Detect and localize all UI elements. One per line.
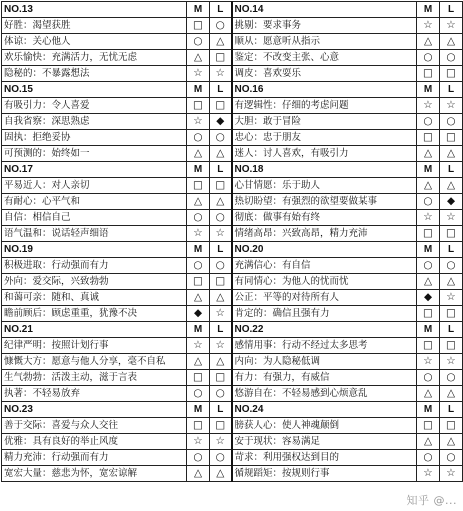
- m-symbol: ☆: [187, 338, 210, 354]
- table-row: [2, 258, 463, 274]
- m-symbol: □: [417, 418, 440, 434]
- question-group-header: [2, 82, 463, 98]
- trait-description: 可预测的：始终如一: [2, 146, 187, 162]
- table-row: [2, 66, 463, 82]
- m-symbol: ○: [417, 114, 440, 130]
- l-symbol: ☆: [210, 226, 232, 242]
- m-symbol: ○: [417, 194, 440, 210]
- l-symbol: ☆: [210, 434, 232, 450]
- table-row: [2, 370, 463, 386]
- m-symbol: △: [417, 178, 440, 194]
- column-header-m: M: [187, 162, 210, 178]
- trait-description: 纪律严明：按照计划行事: [2, 338, 187, 354]
- l-symbol: △: [440, 386, 463, 402]
- column-header-m: M: [187, 322, 210, 338]
- l-symbol: □: [210, 98, 232, 114]
- l-symbol: △: [440, 434, 463, 450]
- group-number: NO.21: [2, 322, 187, 338]
- l-symbol: ☆: [440, 354, 463, 370]
- trait-description: 情绪高昂：兴致高昂，精力充沛: [232, 226, 417, 242]
- m-symbol: ☆: [417, 354, 440, 370]
- m-symbol: ○: [417, 258, 440, 274]
- table-row: [2, 274, 463, 290]
- table-row: [2, 386, 463, 402]
- table-row: [2, 418, 463, 434]
- m-symbol: ○: [187, 386, 210, 402]
- m-symbol: □: [417, 338, 440, 354]
- table-row: [2, 98, 463, 114]
- column-header-m: M: [187, 242, 210, 258]
- m-symbol: △: [187, 50, 210, 66]
- table-row: [2, 306, 463, 322]
- m-symbol: □: [417, 130, 440, 146]
- trait-description: 大胆：敢于冒险: [232, 114, 417, 130]
- m-symbol: ○: [187, 130, 210, 146]
- group-number: NO.13: [2, 2, 187, 18]
- group-number: NO.23: [2, 402, 187, 418]
- trait-description: 苛求：利用强权达到目的: [232, 450, 417, 466]
- group-number: NO.16: [232, 82, 417, 98]
- m-symbol: △: [417, 434, 440, 450]
- m-symbol: □: [187, 418, 210, 434]
- trait-description: 瞻前顾后：顾虑重重，犹豫不决: [2, 306, 187, 322]
- m-symbol: ☆: [417, 98, 440, 114]
- l-symbol: ☆: [440, 18, 463, 34]
- column-header-m: M: [417, 82, 440, 98]
- table-row: [2, 146, 463, 162]
- m-symbol: ○: [417, 450, 440, 466]
- trait-description: 鉴定：不改变主张、心意: [232, 50, 417, 66]
- column-header-m: M: [187, 402, 210, 418]
- trait-description: 充满信心：有自信: [232, 258, 417, 274]
- m-symbol: △: [417, 146, 440, 162]
- l-symbol: △: [210, 194, 232, 210]
- m-symbol: □: [187, 18, 210, 34]
- l-symbol: △: [210, 290, 232, 306]
- trait-description: 热切盼望：有强烈的欲望要做某事: [232, 194, 417, 210]
- column-header-m: M: [417, 2, 440, 18]
- l-symbol: △: [210, 354, 232, 370]
- group-number: NO.15: [2, 82, 187, 98]
- l-symbol: ◆: [210, 114, 232, 130]
- question-group-header: [2, 242, 463, 258]
- column-header-l: L: [210, 2, 232, 18]
- l-symbol: ○: [210, 130, 232, 146]
- trait-description: 挑剔：要求事务: [232, 18, 417, 34]
- trait-description: 有耐心：心平气和: [2, 194, 187, 210]
- table-row: [2, 114, 463, 130]
- m-symbol: □: [417, 66, 440, 82]
- column-header-l: L: [210, 82, 232, 98]
- trait-description: 循规蹈矩：按规则行事: [232, 466, 417, 482]
- trait-description: 积极进取：行动强而有力: [2, 258, 187, 274]
- m-symbol: □: [187, 178, 210, 194]
- table-row: [2, 18, 463, 34]
- table-row: [2, 34, 463, 50]
- trait-description: 好胜：渴望获胜: [2, 18, 187, 34]
- m-symbol: □: [187, 370, 210, 386]
- trait-description: 善于交际：喜爱与众人交往: [2, 418, 187, 434]
- question-group-header: [2, 2, 463, 18]
- trait-description: 有同情心：为他人的忧而忧: [232, 274, 417, 290]
- table-row: [2, 210, 463, 226]
- trait-description: 外向：爱交际，兴致勃勃: [2, 274, 187, 290]
- personality-questionnaire-table: [1, 1, 463, 482]
- trait-description: 自信：相信自己: [2, 210, 187, 226]
- table-row: [2, 178, 463, 194]
- m-symbol: □: [417, 226, 440, 242]
- table-row: [2, 338, 463, 354]
- m-symbol: △: [417, 386, 440, 402]
- column-header-l: L: [440, 82, 463, 98]
- m-symbol: ☆: [417, 466, 440, 482]
- trait-description: 体谅：关心他人: [2, 34, 187, 50]
- m-symbol: ○: [187, 34, 210, 50]
- column-header-m: M: [417, 322, 440, 338]
- group-number: NO.22: [232, 322, 417, 338]
- trait-description: 有力：有强力，有威信: [232, 370, 417, 386]
- l-symbol: ☆: [210, 66, 232, 82]
- column-header-l: L: [440, 402, 463, 418]
- trait-description: 膀获人心：使人神魂颠倒: [232, 418, 417, 434]
- m-symbol: ☆: [417, 210, 440, 226]
- l-symbol: □: [440, 338, 463, 354]
- trait-description: 忠心：忠于朋友: [232, 130, 417, 146]
- column-header-l: L: [440, 322, 463, 338]
- l-symbol: ○: [210, 210, 232, 226]
- trait-description: 执著：不轻易放弃: [2, 386, 187, 402]
- l-symbol: □: [440, 306, 463, 322]
- l-symbol: ☆: [210, 338, 232, 354]
- trait-description: 欢乐愉快：充满活力，无忧无虑: [2, 50, 187, 66]
- trait-description: 顺从：愿意听从指示: [232, 34, 417, 50]
- trait-description: 感情用事：行动不经过太多思考: [232, 338, 417, 354]
- m-symbol: □: [187, 274, 210, 290]
- m-symbol: ☆: [187, 226, 210, 242]
- table-row: [2, 290, 463, 306]
- group-number: NO.17: [2, 162, 187, 178]
- l-symbol: △: [210, 466, 232, 482]
- m-symbol: △: [187, 354, 210, 370]
- l-symbol: ☆: [440, 290, 463, 306]
- m-symbol: △: [417, 34, 440, 50]
- table-row: [2, 226, 463, 242]
- m-symbol: △: [417, 274, 440, 290]
- trait-description: 隐秘的：不暴露想法: [2, 66, 187, 82]
- trait-description: 公正：平等的对待所有人: [232, 290, 417, 306]
- trait-description: 宽宏大量：慈悲为怀，宽宏谅解: [2, 466, 187, 482]
- l-symbol: △: [210, 146, 232, 162]
- m-symbol: △: [187, 290, 210, 306]
- column-header-m: M: [417, 162, 440, 178]
- l-symbol: ○: [440, 450, 463, 466]
- l-symbol: ○: [440, 258, 463, 274]
- trait-description: 迷人：讨人喜欢，有吸引力: [232, 146, 417, 162]
- m-symbol: ◆: [187, 306, 210, 322]
- m-symbol: ◆: [417, 290, 440, 306]
- group-number: NO.18: [232, 162, 417, 178]
- trait-description: 生气勃勃：活泼主动，滋于言表: [2, 370, 187, 386]
- trait-description: 精力充沛：行动强而有力: [2, 450, 187, 466]
- m-symbol: △: [187, 466, 210, 482]
- watermark: 知乎 @...: [406, 494, 457, 507]
- l-symbol: □: [210, 178, 232, 194]
- trait-description: 悠游自在：不轻易感到心烦意乱: [232, 386, 417, 402]
- column-header-m: M: [187, 2, 210, 18]
- l-symbol: □: [210, 50, 232, 66]
- m-symbol: ☆: [187, 114, 210, 130]
- table-row: [2, 450, 463, 466]
- l-symbol: ○: [440, 370, 463, 386]
- column-header-l: L: [210, 322, 232, 338]
- l-symbol: △: [440, 274, 463, 290]
- l-symbol: □: [210, 418, 232, 434]
- trait-description: 有逻辑性：仔细的考虑问题: [232, 98, 417, 114]
- m-symbol: ○: [187, 450, 210, 466]
- l-symbol: □: [440, 418, 463, 434]
- group-number: NO.24: [232, 402, 417, 418]
- group-number: NO.14: [232, 2, 417, 18]
- trait-description: 语气温和：说话轻声细语: [2, 226, 187, 242]
- column-header-m: M: [417, 402, 440, 418]
- group-number: NO.20: [232, 242, 417, 258]
- m-symbol: ○: [187, 210, 210, 226]
- m-symbol: ☆: [187, 434, 210, 450]
- question-group-header: [2, 322, 463, 338]
- m-symbol: □: [187, 98, 210, 114]
- l-symbol: ○: [210, 450, 232, 466]
- l-symbol: ☆: [440, 466, 463, 482]
- group-number: NO.19: [2, 242, 187, 258]
- l-symbol: ○: [210, 386, 232, 402]
- column-header-l: L: [440, 162, 463, 178]
- l-symbol: ○: [440, 114, 463, 130]
- trait-description: 有吸引力：令人喜爱: [2, 98, 187, 114]
- table-row: [2, 354, 463, 370]
- m-symbol: □: [417, 306, 440, 322]
- table-row: [2, 50, 463, 66]
- l-symbol: ○: [440, 50, 463, 66]
- column-header-l: L: [210, 242, 232, 258]
- l-symbol: □: [440, 226, 463, 242]
- l-symbol: □: [210, 370, 232, 386]
- m-symbol: ☆: [417, 18, 440, 34]
- column-header-l: L: [210, 162, 232, 178]
- trait-description: 自我省察：深思熟虑: [2, 114, 187, 130]
- m-symbol: ○: [417, 370, 440, 386]
- l-symbol: ○: [210, 18, 232, 34]
- table-body: [2, 2, 463, 482]
- table-row: [2, 130, 463, 146]
- m-symbol: ○: [187, 258, 210, 274]
- column-header-l: L: [440, 2, 463, 18]
- question-group-header: [2, 402, 463, 418]
- table-row: [2, 434, 463, 450]
- l-symbol: △: [210, 34, 232, 50]
- l-symbol: △: [440, 34, 463, 50]
- trait-description: 肯定的：确信且强有力: [232, 306, 417, 322]
- trait-description: 安于现状：容易满足: [232, 434, 417, 450]
- trait-description: 心甘情愿：乐于助人: [232, 178, 417, 194]
- l-symbol: ○: [210, 258, 232, 274]
- trait-description: 优雅：具有良好的举止风度: [2, 434, 187, 450]
- l-symbol: ☆: [440, 210, 463, 226]
- l-symbol: ☆: [210, 306, 232, 322]
- m-symbol: △: [187, 194, 210, 210]
- trait-description: 慷慨大方：愿意与他人分享，毫不自私: [2, 354, 187, 370]
- trait-description: 彻底：做事有始有终: [232, 210, 417, 226]
- trait-description: 固执：拒绝妥协: [2, 130, 187, 146]
- column-header-l: L: [440, 242, 463, 258]
- l-symbol: △: [440, 178, 463, 194]
- m-symbol: ☆: [187, 66, 210, 82]
- trait-description: 和蔼可亲：随和、真诚: [2, 290, 187, 306]
- trait-description: 调皮：喜欢耍乐: [232, 66, 417, 82]
- l-symbol: △: [440, 146, 463, 162]
- l-symbol: □: [440, 66, 463, 82]
- m-symbol: △: [187, 146, 210, 162]
- l-symbol: □: [210, 274, 232, 290]
- l-symbol: □: [440, 130, 463, 146]
- column-header-m: M: [417, 242, 440, 258]
- m-symbol: ○: [417, 50, 440, 66]
- question-group-header: [2, 162, 463, 178]
- trait-description: 内向：为人隐秘低调: [232, 354, 417, 370]
- column-header-m: M: [187, 82, 210, 98]
- table-row: [2, 466, 463, 482]
- l-symbol: ◆: [440, 194, 463, 210]
- table-row: [2, 194, 463, 210]
- l-symbol: ☆: [440, 98, 463, 114]
- column-header-l: L: [210, 402, 232, 418]
- trait-description: 平易近人：对人亲切: [2, 178, 187, 194]
